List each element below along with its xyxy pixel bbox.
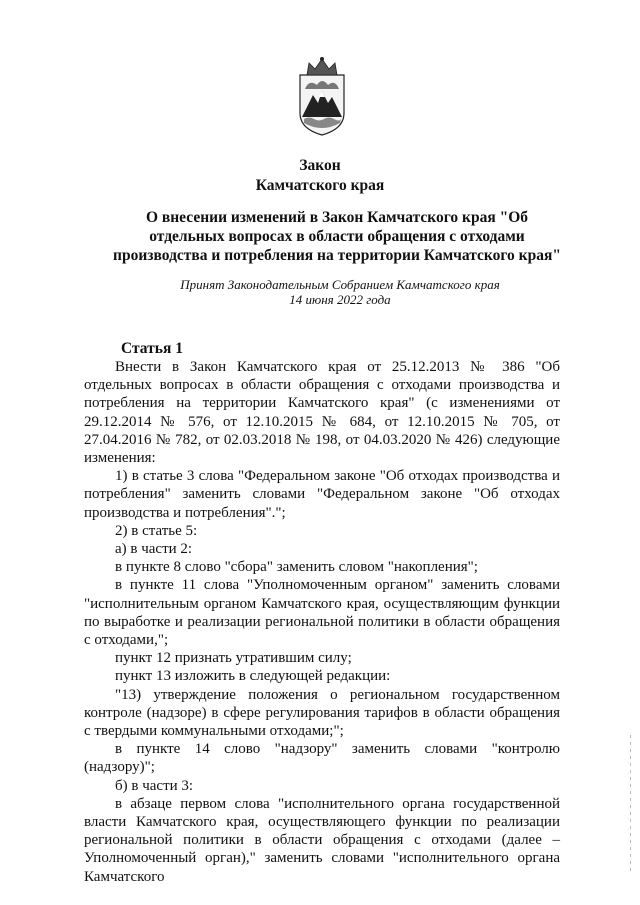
paragraph: в пункте 11 слова "Уполномоченным органом" заменить словами "исполнительным органом Камчатского края, осуществляющим функции по выработке и реализации региональной политики в области обращения с отходами,"; xyxy=(84,577,560,649)
paragraph: "13) утверждение положения о региональном государственном контроле (надзоре) в сфере регулирования тарифов в области обращения с твердыми коммунальными отходами;"; xyxy=(84,686,560,740)
adopted-by-line: Принят Законодательным Собранием Камчатского края xyxy=(180,277,500,292)
region-title: Камчатского края xyxy=(255,177,385,194)
paragraph: в пункте 14 слово "надзору" заменить словами "контролю (надзору)"; xyxy=(84,741,560,776)
kamchatka-coat-of-arms-icon xyxy=(297,55,347,137)
paragraph: б) в части 3: xyxy=(115,777,194,794)
adoption-date: 14 июня 2022 года xyxy=(289,292,391,307)
paragraph: 2) в статье 5: xyxy=(115,522,198,539)
paragraph: пункт 12 признать утратившим силу; xyxy=(115,650,352,667)
paragraph: 1) в статье 3 слова "Федеральном законе "Об отходах производства и потребления" заменить словами "Федеральном законе "Об отходах производства и потребления"."; xyxy=(84,468,560,521)
paragraph: Внести в Закон Камчатского края от 25.12.2013 № 386 "Об отдельных вопросах в области обращения с отходами производства и потребления на территории Камчатского края" (с изменениями от 29.12.2014 № 576, от 12.10.2015 № 684, от 12.10.2015 № 705, от 27.04.2016 № 782, от 02.03.2018 № 198, от 04.03.2020 № 426) следующие изменения: xyxy=(84,359,560,467)
article-body xyxy=(84,358,560,886)
article-heading: Статья 1 xyxy=(121,340,183,357)
paragraph: в пункте 8 слово "сбора" заменить словом "накопления"; xyxy=(115,559,478,576)
scan-artifact xyxy=(629,735,633,895)
paragraph: пункт 13 изложить в следующей редакции: xyxy=(115,668,391,685)
document-type: Закон xyxy=(299,157,341,174)
paragraph: в абзаце первом слова "исполнительного органа государственной власти Камчатского края, осуществляющего функции по реализации региональной политики в области обращения с отходами (далее – Уполномоченный орган)," заменить словами "исполнительного органа Камчатского xyxy=(84,795,560,885)
law-subject-title: О внесении изменений в Закон Камчатского края "Об отдельных вопросах в области обращения с отходами производства и потребления на территории Камчатского края" xyxy=(113,209,561,264)
paragraph: а) в части 2: xyxy=(115,541,193,558)
